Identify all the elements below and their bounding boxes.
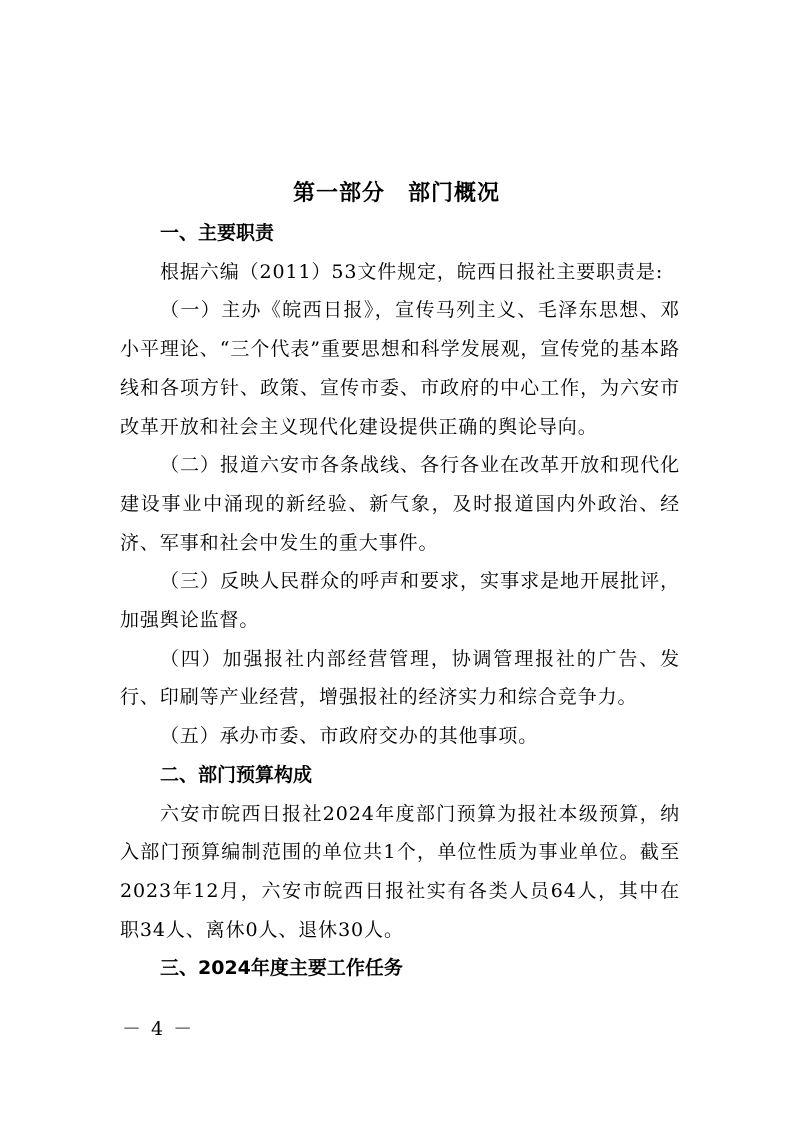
paragraph: 根据六编（2011）53文件规定，皖西日报社主要职责是:	[160, 260, 664, 283]
section-work-tasks	[120, 949, 680, 988]
paragraph: （三）反映人民群众的呼声和要求，实事求是地开展批评，加强舆论监督。	[120, 570, 680, 632]
section-heading: 一、主要职责	[160, 222, 275, 244]
section-budget-structure	[120, 756, 680, 950]
paragraph: （五）承办市委、市政府交办的其他事项。	[160, 725, 539, 748]
paragraph: 六安市皖西日报社2024年度部门预算为报社本级预算，纳入部门预算编制范围的单位共1个，单位性质为事业单位。截至2023年12月，六安市皖西日报社实有各类人员64人，其中在职34人、离休0人、退休30人。	[120, 802, 680, 941]
document-body	[120, 214, 680, 988]
section-main-duties	[120, 214, 680, 756]
paragraph: （二）报道六安市各条战线、各行各业在改革开放和现代化建设事业中涌现的新经验、新气象，及时报道国内外政治、经济、军事和社会中发生的重大事件。	[120, 454, 680, 554]
section-heading: 三、2024年度主要工作任务	[160, 957, 403, 980]
page-title: 第一部分 部门概况	[292, 181, 500, 206]
section-heading: 二、部门预算构成	[160, 763, 313, 786]
paragraph: （一）主办《皖西日报》，宣传马列主义、毛泽东思想、邓小平理论、“三个代表”重要思想和科学发展观，宣传党的基本路线和各项方针、政策、宣传市委、市政府的中心工作，为六安市改革开放和社会主义现代化建设提供正确的舆论导向。	[120, 299, 680, 438]
page-number: － 4 －	[122, 1018, 195, 1040]
paragraph: （四）加强报社内部经营管理，协调管理报社的广告、发行、印刷等产业经营，增强报社的经济实力和综合竞争力。	[120, 647, 680, 709]
